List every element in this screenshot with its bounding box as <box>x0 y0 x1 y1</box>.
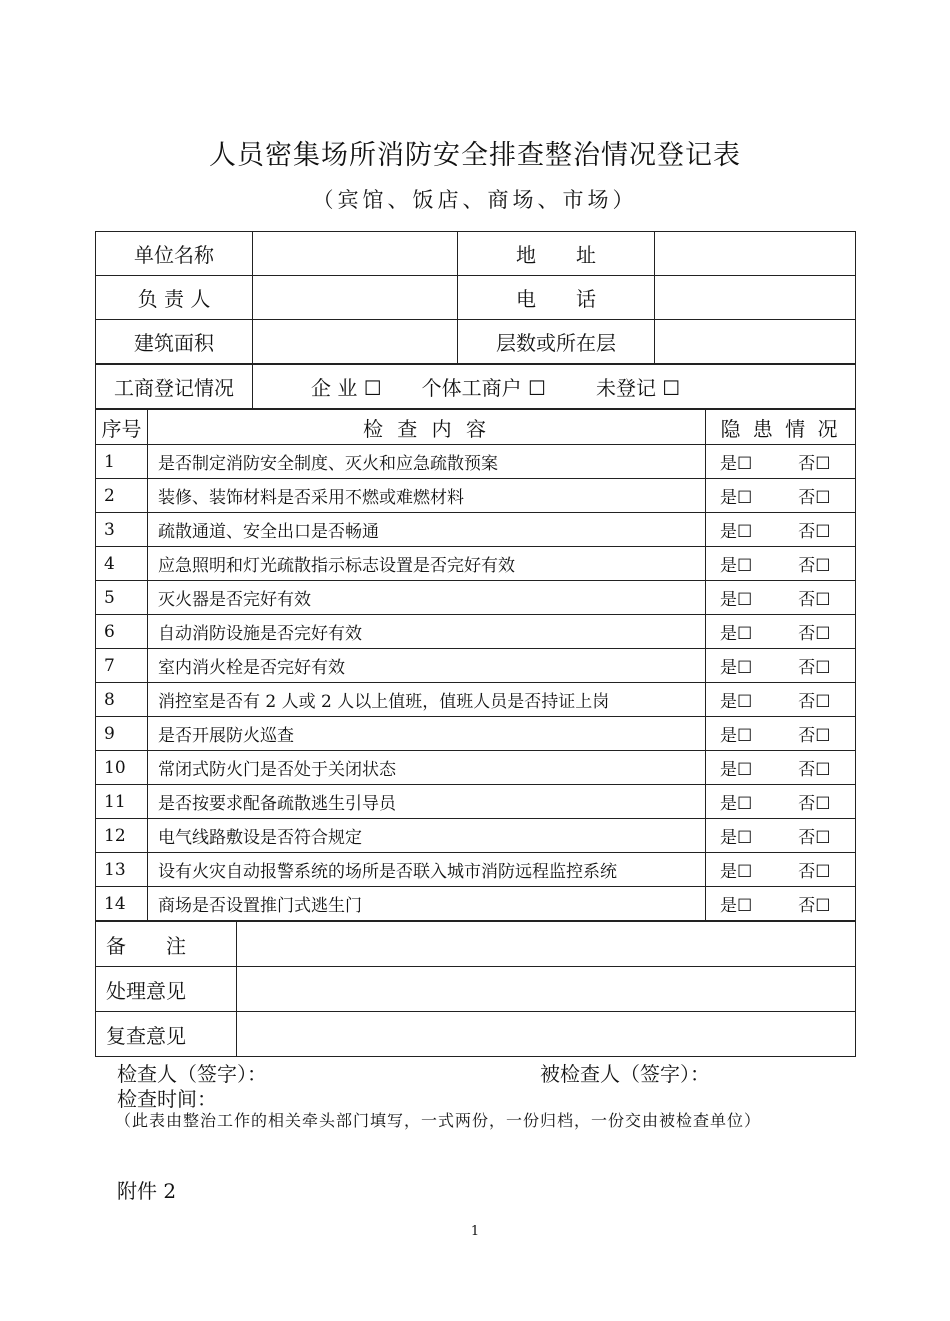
yes-checkbox[interactable]: 是☐ <box>720 760 753 780</box>
remarks-label: 备 注 <box>96 922 237 967</box>
floors-label: 层数或所在层 <box>458 320 655 364</box>
checklist-row <box>96 479 856 513</box>
no-checkbox[interactable]: 否☐ <box>798 828 831 848</box>
checklist-row <box>96 853 856 887</box>
review-row <box>96 1012 856 1057</box>
inspector-signature-label: 检查人（签字）： <box>117 1062 267 1086</box>
yes-checkbox[interactable]: 是☐ <box>720 556 753 576</box>
header-content: 检 查 内 容 <box>148 410 706 445</box>
header-no: 序号 <box>96 410 148 445</box>
item-number: 12 <box>96 819 148 853</box>
item-text: 是否按要求配备疏散逃生引导员 <box>148 785 706 819</box>
no-checkbox[interactable]: 否☐ <box>798 794 831 814</box>
item-status <box>706 615 856 649</box>
item-number: 13 <box>96 853 148 887</box>
no-checkbox[interactable]: 否☐ <box>798 454 831 474</box>
page-subtitle: （宾馆、饭店、商场、市场） <box>312 188 638 212</box>
item-text: 装修、装饰材料是否采用不燃或难燃材料 <box>148 479 706 513</box>
info-row-1 <box>96 232 856 276</box>
item-text: 自动消防设施是否完好有效 <box>148 615 706 649</box>
item-number: 14 <box>96 887 148 921</box>
yes-checkbox[interactable]: 是☐ <box>720 454 753 474</box>
reg-option-unregistered[interactable]: 未登记 ☐ <box>595 376 681 400</box>
review-label: 复查意见 <box>96 1012 237 1057</box>
item-number: 11 <box>96 785 148 819</box>
registration-table <box>95 364 856 409</box>
item-status <box>706 445 856 479</box>
yes-checkbox[interactable]: 是☐ <box>720 658 753 678</box>
no-checkbox[interactable]: 否☐ <box>798 556 831 576</box>
checklist-row <box>96 547 856 581</box>
responsible-field[interactable] <box>253 276 458 320</box>
item-text: 疏散通道、安全出口是否畅通 <box>148 513 706 547</box>
item-status <box>706 513 856 547</box>
no-checkbox[interactable]: 否☐ <box>798 590 831 610</box>
checklist-row <box>96 615 856 649</box>
item-number: 7 <box>96 649 148 683</box>
item-text: 应急照明和灯光疏散指示标志设置是否完好有效 <box>148 547 706 581</box>
no-checkbox[interactable]: 否☐ <box>798 862 831 882</box>
item-number: 1 <box>96 445 148 479</box>
form-table-frame <box>95 231 855 1057</box>
no-checkbox[interactable]: 否☐ <box>798 896 831 916</box>
unit-name-label: 单位名称 <box>96 232 253 276</box>
address-label: 地 址 <box>458 232 655 276</box>
item-status <box>706 547 856 581</box>
header-status: 隐 患 情 况 <box>706 410 856 445</box>
no-checkbox[interactable]: 否☐ <box>798 488 831 508</box>
unit-name-field[interactable] <box>253 232 458 276</box>
info-row-2 <box>96 276 856 320</box>
page-number: 1 <box>470 1224 480 1239</box>
item-text: 电气线路敷设是否符合规定 <box>148 819 706 853</box>
item-number: 2 <box>96 479 148 513</box>
phone-label: 电 话 <box>458 276 655 320</box>
yes-checkbox[interactable]: 是☐ <box>720 726 753 746</box>
review-field[interactable] <box>237 1012 856 1057</box>
yes-checkbox[interactable]: 是☐ <box>720 896 753 916</box>
item-status <box>706 819 856 853</box>
item-number: 4 <box>96 547 148 581</box>
item-status <box>706 717 856 751</box>
yes-checkbox[interactable]: 是☐ <box>720 828 753 848</box>
checklist-row <box>96 581 856 615</box>
yes-checkbox[interactable]: 是☐ <box>720 862 753 882</box>
no-checkbox[interactable]: 否☐ <box>798 692 831 712</box>
remarks-row <box>96 922 856 967</box>
item-status <box>706 751 856 785</box>
item-number: 5 <box>96 581 148 615</box>
checklist-row <box>96 819 856 853</box>
item-status <box>706 887 856 921</box>
item-text: 消控室是否有 2 人或 2 人以上值班，值班人员是否持证上岗 <box>148 683 706 717</box>
no-checkbox[interactable]: 否☐ <box>798 760 831 780</box>
item-text: 灭火器是否完好有效 <box>148 581 706 615</box>
inspected-signature-label: 被检查人（签字）： <box>540 1062 710 1086</box>
checklist-body <box>96 445 856 921</box>
attachment-label: 附件 2 <box>117 1179 177 1203</box>
no-checkbox[interactable]: 否☐ <box>798 624 831 644</box>
checklist-row <box>96 751 856 785</box>
item-text: 商场是否设置推门式逃生门 <box>148 887 706 921</box>
item-status <box>706 479 856 513</box>
checklist-row <box>96 445 856 479</box>
item-number: 3 <box>96 513 148 547</box>
remarks-field[interactable] <box>237 922 856 967</box>
checklist-row <box>96 513 856 547</box>
reg-option-individual[interactable]: 个体工商户 ☐ <box>421 376 546 400</box>
item-text: 常闭式防火门是否处于关闭状态 <box>148 751 706 785</box>
registration-options <box>253 365 856 409</box>
yes-checkbox[interactable]: 是☐ <box>720 522 753 542</box>
registration-row <box>96 365 856 409</box>
handling-field[interactable] <box>237 967 856 1012</box>
phone-field[interactable] <box>655 276 856 320</box>
area-field[interactable] <box>253 320 458 364</box>
checklist-row <box>96 649 856 683</box>
yes-checkbox[interactable]: 是☐ <box>720 692 753 712</box>
item-number: 8 <box>96 683 148 717</box>
item-text: 设有火灾自动报警系统的场所是否联入城市消防远程监控系统 <box>148 853 706 887</box>
address-field[interactable] <box>655 232 856 276</box>
floors-field[interactable] <box>655 320 856 364</box>
area-label: 建筑面积 <box>96 320 253 364</box>
form-note: （此表由整治工作的相关牵头部门填写，一式两份，一份归档，一份交由被检查单位） <box>115 1111 762 1130</box>
checklist-row <box>96 887 856 921</box>
item-text: 是否制定消防安全制度、灭火和应急疏散预案 <box>148 445 706 479</box>
page-title: 人员密集场所消防安全排查整治情况登记表 <box>209 140 741 171</box>
no-checkbox[interactable]: 否☐ <box>798 522 831 542</box>
responsible-label: 负 责 人 <box>96 276 253 320</box>
item-number: 6 <box>96 615 148 649</box>
item-status <box>706 683 856 717</box>
checklist-header <box>96 410 856 445</box>
checklist-table <box>95 409 856 921</box>
reg-option-enterprise[interactable]: 企 业 ☐ <box>311 376 382 400</box>
inspection-time-label: 检查时间： <box>117 1087 217 1111</box>
no-checkbox[interactable]: 否☐ <box>798 658 831 678</box>
handling-label: 处理意见 <box>96 967 237 1012</box>
item-text: 是否开展防火巡查 <box>148 717 706 751</box>
info-table <box>95 231 856 364</box>
checklist-row <box>96 717 856 751</box>
item-number: 9 <box>96 717 148 751</box>
item-text: 室内消火栓是否完好有效 <box>148 649 706 683</box>
item-status <box>706 581 856 615</box>
item-status <box>706 785 856 819</box>
yes-checkbox[interactable]: 是☐ <box>720 624 753 644</box>
footer-table <box>95 921 856 1057</box>
registration-label: 工商登记情况 <box>96 365 253 409</box>
item-status <box>706 853 856 887</box>
handling-row <box>96 967 856 1012</box>
info-row-3 <box>96 320 856 364</box>
item-number: 10 <box>96 751 148 785</box>
checklist-row <box>96 683 856 717</box>
yes-checkbox[interactable]: 是☐ <box>720 794 753 814</box>
yes-checkbox[interactable]: 是☐ <box>720 590 753 610</box>
yes-checkbox[interactable]: 是☐ <box>720 488 753 508</box>
item-status <box>706 649 856 683</box>
no-checkbox[interactable]: 否☐ <box>798 726 831 746</box>
checklist-row <box>96 785 856 819</box>
